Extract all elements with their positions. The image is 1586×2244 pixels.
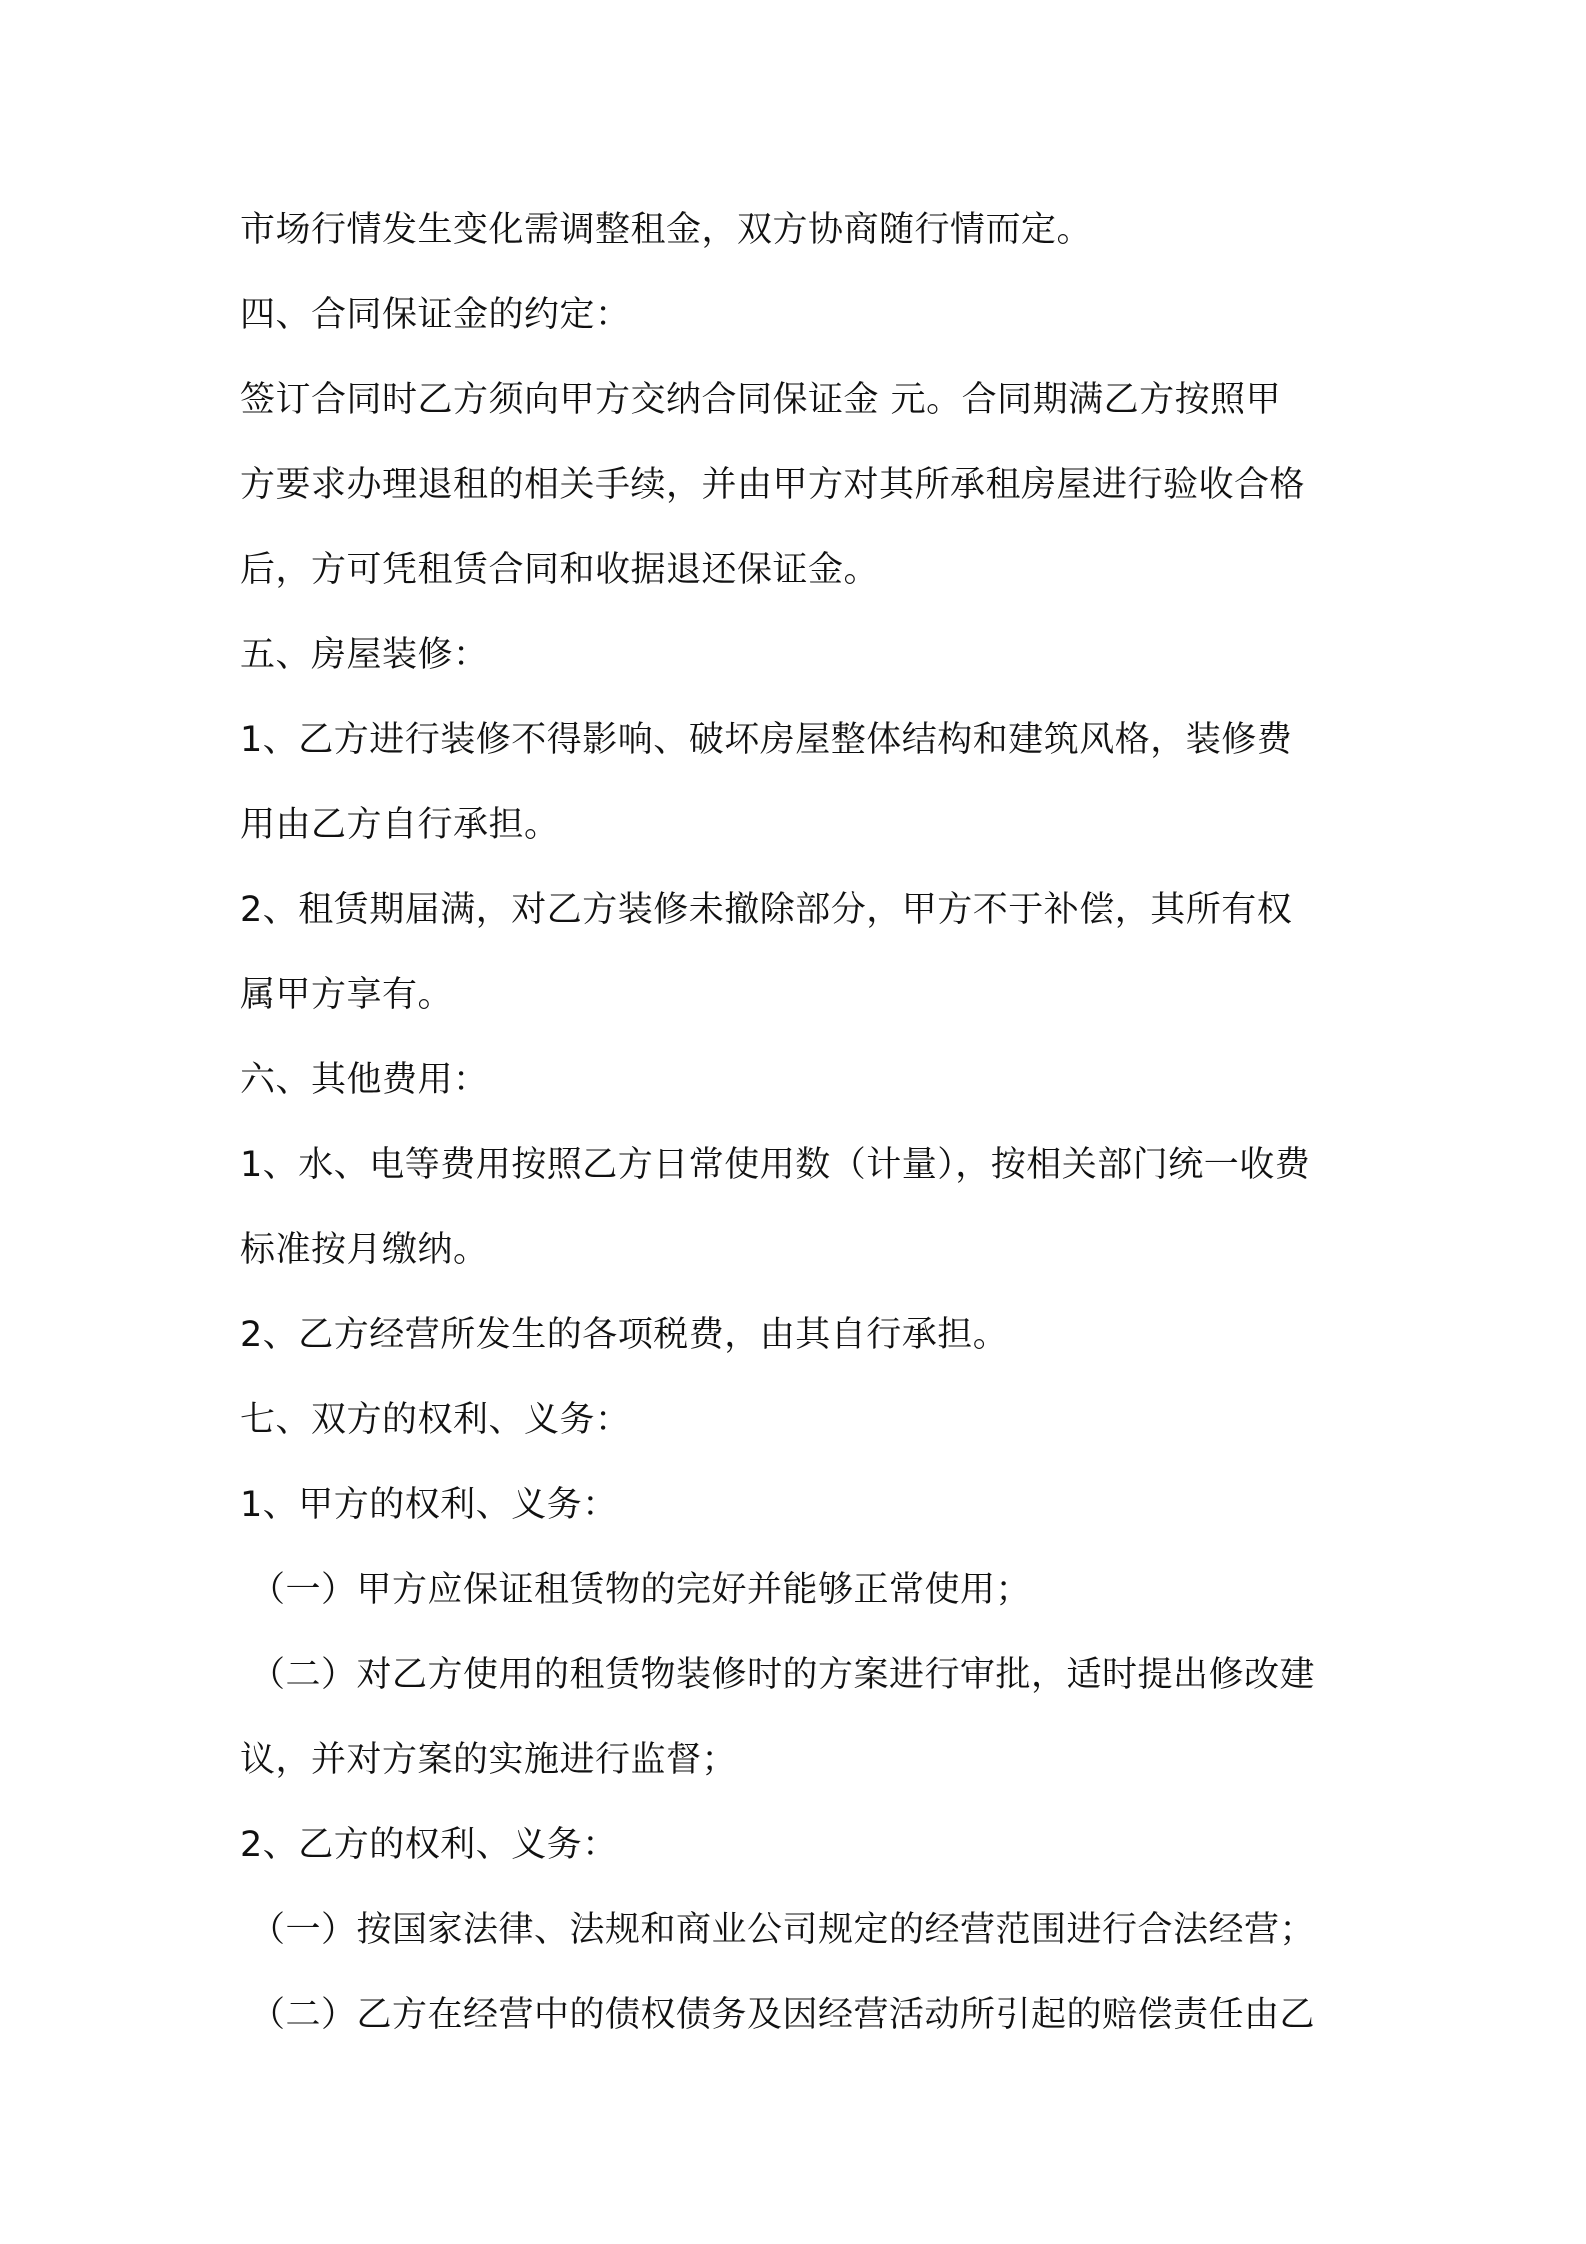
paragraph-line: 方要求办理退租的相关手续，并由甲方对其所承租房屋进行验收合格: [240, 465, 1306, 505]
paragraph-line: 2、租赁期届满，对乙方装修未撤除部分，甲方不于补偿，其所有权: [240, 890, 1293, 930]
subsection-heading: 2、乙方的权利、义务：: [240, 1825, 618, 1865]
paragraph-line: 属甲方享有。: [240, 975, 454, 1015]
section-heading: 七、双方的权利、义务：: [240, 1400, 631, 1440]
subsection-heading: 1、甲方的权利、义务：: [240, 1485, 618, 1525]
paragraph-line: 标准按月缴纳。: [240, 1230, 489, 1270]
paragraph-line: 用由乙方自行承担。: [240, 805, 560, 845]
paragraph-line: 市场行情发生变化需调整租金，双方协商随行情而定。: [240, 210, 1093, 250]
paragraph-line: （一）甲方应保证租赁物的完好并能够正常使用；: [250, 1570, 1032, 1610]
section-heading: 六、其他费用：: [240, 1060, 489, 1100]
paragraph-line: 1、水、电等费用按照乙方日常使用数（计量），按相关部门统一收费: [240, 1145, 1311, 1185]
paragraph-line: 议，并对方案的实施进行监督；: [240, 1740, 738, 1780]
document-body: [240, 188, 1360, 2058]
section-heading: 五、房屋装修：: [240, 635, 489, 675]
paragraph-line: （二）乙方在经营中的债权债务及因经营活动所引起的赔偿责任由乙: [250, 1995, 1316, 2035]
paragraph-line: 后，方可凭租赁合同和收据退还保证金。: [240, 550, 880, 590]
paragraph-line: （二）对乙方使用的租赁物装修时的方案进行审批，适时提出修改建: [250, 1655, 1316, 1695]
paragraph-line: 签订合同时乙方须向甲方交纳合同保证金 元。合同期满乙方按照甲: [240, 380, 1282, 420]
section-heading: 四、合同保证金的约定：: [240, 295, 631, 335]
paragraph-line: 1、乙方进行装修不得影响、破坏房屋整体结构和建筑风格，装修费: [240, 720, 1293, 760]
paragraph-line: （一）按国家法律、法规和商业公司规定的经营范围进行合法经营；: [250, 1910, 1316, 1950]
paragraph-line: 2、乙方经营所发生的各项税费，由其自行承担。: [240, 1315, 1009, 1355]
